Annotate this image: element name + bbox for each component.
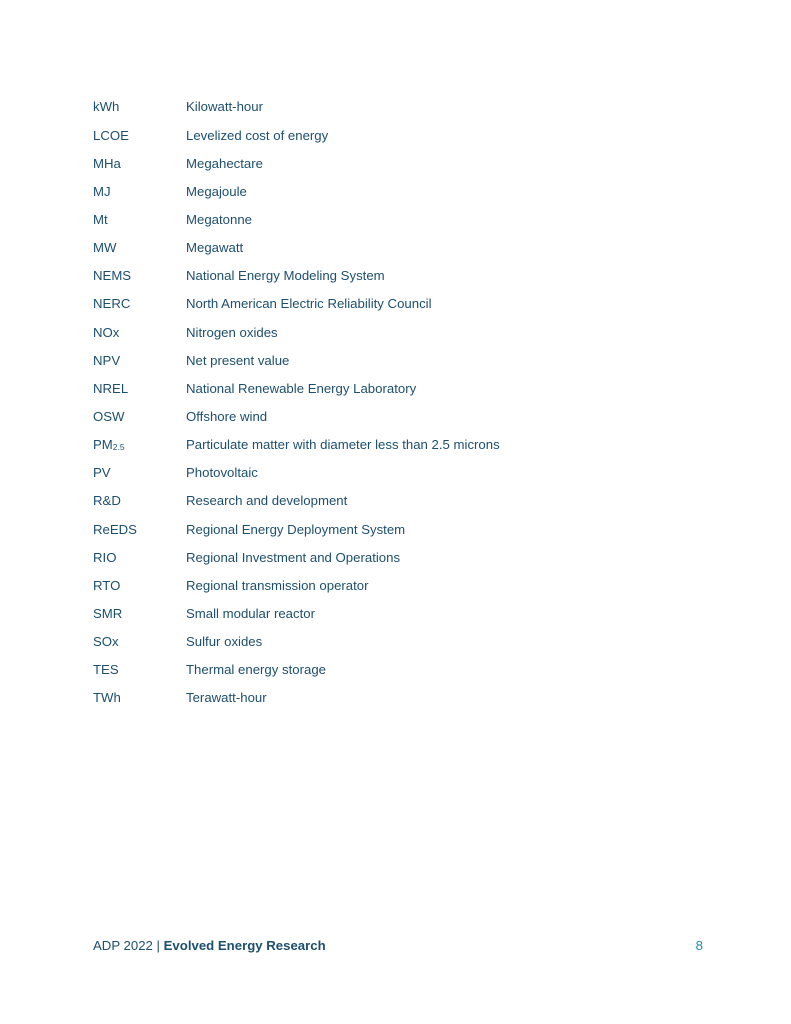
abbreviation-subscript: 2.5 <box>112 442 125 453</box>
abbreviation: NPV <box>93 352 121 368</box>
abbreviation: MW <box>93 240 117 256</box>
abbreviation: OSW <box>93 409 125 425</box>
definition: Levelized cost of energy <box>186 127 329 143</box>
abbreviation: NERC <box>93 296 131 312</box>
definition: Net present value <box>186 352 290 368</box>
list-item <box>93 149 713 177</box>
abbreviations-list <box>93 93 713 712</box>
abbreviation: R&D <box>93 493 121 509</box>
list-item <box>93 234 713 262</box>
list-item <box>93 515 713 543</box>
footer-org-name: Evolved Energy Research <box>163 938 326 953</box>
list-item <box>93 459 713 487</box>
definition: Megawatt <box>186 240 244 256</box>
abbreviation: TES <box>93 662 119 678</box>
definition: Photovoltaic <box>186 465 258 481</box>
page-number: 8 <box>695 938 703 953</box>
list-item <box>93 656 713 684</box>
abbreviation: NOx <box>93 324 120 340</box>
abbreviation: RIO <box>93 549 117 565</box>
definition: Megahectare <box>186 155 263 171</box>
definition: North American Electric Reliability Council <box>186 296 432 312</box>
abbreviation <box>93 438 186 451</box>
abbreviation: LCOE <box>93 127 129 143</box>
definition: Offshore wind <box>186 409 268 425</box>
abbreviation: PV <box>93 465 111 481</box>
definition: Regional Energy Deployment System <box>186 521 406 537</box>
list-item <box>93 487 713 515</box>
list-item <box>93 684 713 712</box>
definition: Regional Investment and Operations <box>186 549 401 565</box>
abbreviation: SOx <box>93 634 119 650</box>
footer-doc-label: ADP 2022 | <box>93 938 164 953</box>
definition: Sulfur oxides <box>186 634 263 650</box>
list-item <box>93 403 713 431</box>
definition: National Renewable Energy Laboratory <box>186 380 417 396</box>
abbreviation: kWh <box>93 99 120 115</box>
list-item <box>93 571 713 599</box>
abbreviation: RTO <box>93 577 121 593</box>
definition: Kilowatt-hour <box>186 99 263 115</box>
list-item <box>93 346 713 374</box>
list-item <box>93 600 713 628</box>
definition: Megatonne <box>186 212 252 228</box>
list-item <box>93 93 713 121</box>
list-item <box>93 262 713 290</box>
abbreviation: MHa <box>93 155 121 171</box>
definition: Megajoule <box>186 183 247 199</box>
list-item <box>93 206 713 234</box>
list-item <box>93 374 713 402</box>
definition: National Energy Modeling System <box>186 268 385 284</box>
list-item <box>93 290 713 318</box>
list-item <box>93 177 713 205</box>
abbreviation: NREL <box>93 380 129 396</box>
definition: Thermal energy storage <box>186 662 327 678</box>
definition: Regional transmission operator <box>186 577 369 593</box>
abbreviation-base: PM <box>93 437 113 453</box>
list-item <box>93 431 713 459</box>
list-item <box>93 121 713 149</box>
definition: Small modular reactor <box>186 606 315 621</box>
list-item <box>93 628 713 656</box>
definition: Terawatt-hour <box>186 690 267 706</box>
list-item <box>93 318 713 346</box>
abbreviation: NEMS <box>93 268 132 284</box>
definition: Research and development <box>186 493 348 509</box>
abbreviation: SMR <box>93 606 123 621</box>
page-footer <box>93 938 703 953</box>
abbreviation: Mt <box>93 212 108 228</box>
abbreviation: TWh <box>93 690 121 706</box>
abbreviation: ReEDS <box>93 521 137 537</box>
footer-title <box>93 938 326 953</box>
definition: Nitrogen oxides <box>186 324 278 340</box>
definition: Particulate matter with diameter less than 2.5 microns <box>186 437 500 453</box>
abbreviation: MJ <box>93 183 111 199</box>
list-item <box>93 543 713 571</box>
